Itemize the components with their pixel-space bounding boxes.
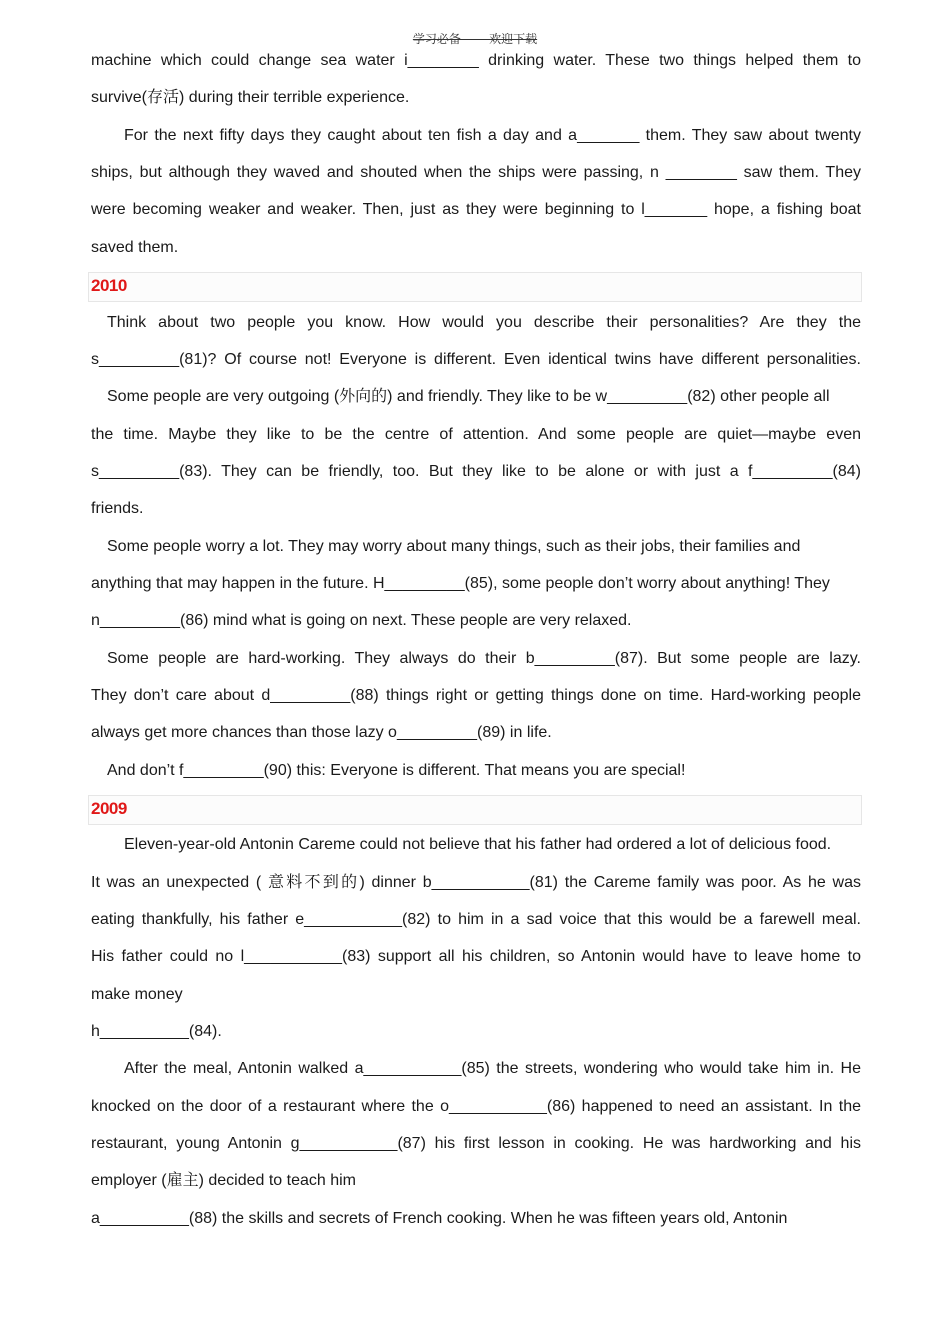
text-line: It was an unexpected ( 意料不到的) dinner b___________(81) the Careme family was poor. As he was bbox=[91, 874, 861, 891]
text-line: a__________(88) the skills and secrets of French cooking. When he was fifteen years old, Antonin bbox=[91, 1210, 788, 1227]
text-line: Eleven-year-old Antonin Careme could not believe that his father had ordered a lot of delicious food. bbox=[124, 836, 832, 853]
text-line: Some people are very outgoing (外向的) and friendly. They like to be w_________(82) other people all bbox=[107, 388, 830, 405]
text-line: employer (雇主) decided to teach him bbox=[91, 1172, 357, 1189]
text-line: Some people worry a lot. They may worry about many things, such as their jobs, their families and bbox=[107, 538, 801, 555]
text-line: restaurant, young Antonin g___________(87) his first lesson in cooking. He was hardworking and his bbox=[91, 1135, 861, 1152]
text-line: h__________(84). bbox=[91, 1023, 222, 1040]
text-line: survive(存活) during their terrible experience. bbox=[91, 89, 410, 106]
text-line: the time. Maybe they like to be the centre of attention. And some people are quiet—maybe even bbox=[91, 426, 861, 443]
text-line: For the next fifty days they caught about ten fish a day and a_______ them. They saw about twenty bbox=[124, 127, 861, 144]
text-line: His father could no l___________(83) support all his children, so Antonin would have to leave home to bbox=[91, 948, 861, 965]
text-line: knocked on the door of a restaurant where the o___________(86) happened to need an assistant. In the bbox=[91, 1098, 861, 1115]
text-line: s_________(81)? Of course not! Everyone is different. Even identical twins have different personalities. bbox=[91, 351, 861, 368]
text-line: were becoming weaker and weaker. Then, just as they were beginning to l_______ hope, a fishing boat bbox=[91, 201, 861, 218]
page-header: 学习必备 - - - 欢迎下载 bbox=[412, 32, 538, 46]
text-line: always get more chances than those lazy o_________(89) in life. bbox=[91, 724, 552, 741]
text-line: They don’t care about d_________(88) things right or getting things done on time. Hard-working people bbox=[91, 687, 861, 704]
year-heading: 2009 bbox=[91, 799, 127, 818]
text-line: ships, but although they waved and shouted when the ships were passing, n ________ saw them. They bbox=[91, 164, 861, 181]
text-line: machine which could change sea water i________ drinking water. These two things helped them to bbox=[91, 52, 861, 69]
text-line: And don’t f_________(90) this: Everyone is different. That means you are special! bbox=[107, 762, 686, 779]
year-heading: 2010 bbox=[91, 276, 127, 295]
text-line: saved them. bbox=[91, 239, 179, 256]
text-line: eating thankfully, his father e___________(82) to him in a sad voice that this would be a farewell meal. bbox=[91, 911, 861, 928]
text-line: n_________(86) mind what is going on next. These people are very relaxed. bbox=[91, 612, 632, 629]
text-line: s_________(83). They can be friendly, too. But they like to be alone or with just a f_________(84) bbox=[91, 463, 861, 480]
text-line: Some people are hard-working. They always do their b_________(87). But some people are lazy. bbox=[107, 650, 861, 667]
year-heading-bar bbox=[88, 272, 862, 302]
text-line: After the meal, Antonin walked a___________(85) the streets, wondering who would take him in. He bbox=[124, 1060, 861, 1077]
text-line: Think about two people you know. How would you describe their personalities? Are they the bbox=[107, 314, 861, 331]
text-line: anything that may happen in the future. H_________(85), some people don’t worry about anything! They bbox=[91, 575, 830, 592]
text-line: make money bbox=[91, 986, 183, 1003]
text-line: friends. bbox=[91, 500, 144, 517]
year-heading-bar bbox=[88, 795, 862, 825]
